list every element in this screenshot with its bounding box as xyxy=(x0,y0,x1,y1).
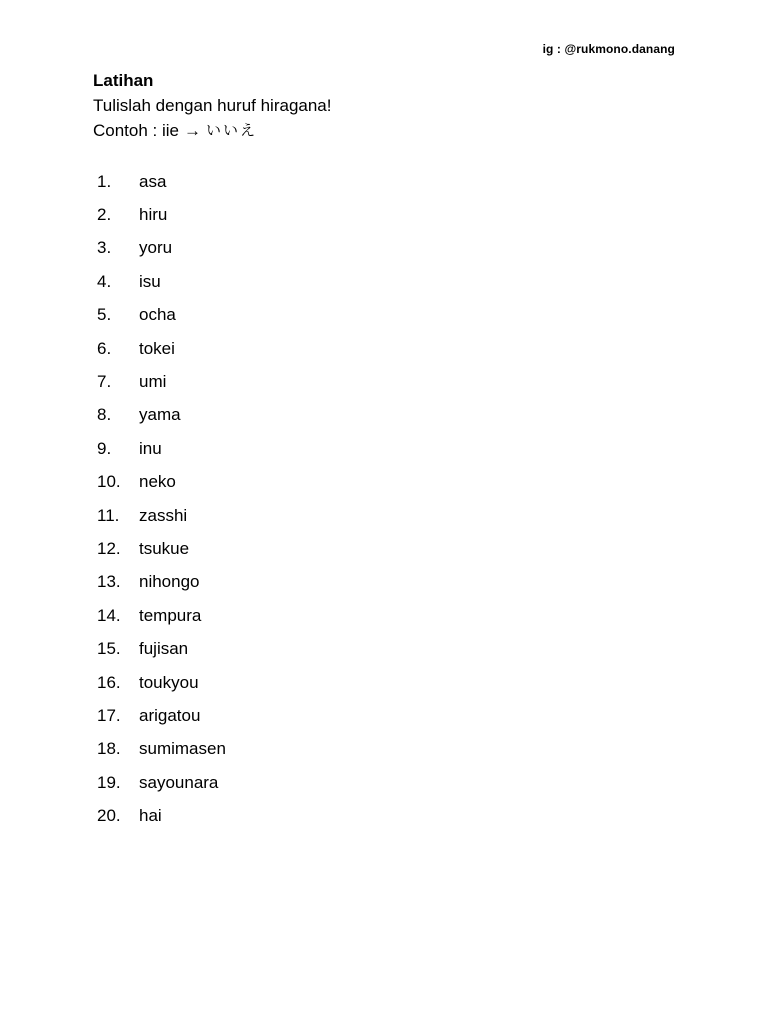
item-number: 19. xyxy=(97,772,121,792)
example-row xyxy=(93,118,331,143)
item-number: 7. xyxy=(97,372,112,392)
item-number: 17. xyxy=(97,705,121,725)
item-number: 11. xyxy=(97,505,120,525)
item-word: tempura xyxy=(139,605,202,625)
list-item xyxy=(97,599,226,632)
item-number: 4. xyxy=(97,271,112,291)
exercise-list xyxy=(97,165,226,833)
item-word: neko xyxy=(139,472,176,492)
list-item xyxy=(97,499,226,532)
item-word: fujisan xyxy=(139,639,189,659)
list-item xyxy=(97,632,226,665)
list-item xyxy=(97,766,226,799)
list-item xyxy=(97,165,226,198)
example-label: Contoh : iie xyxy=(93,121,179,140)
item-number: 9. xyxy=(97,438,112,458)
list-item xyxy=(97,332,226,365)
list-item xyxy=(97,666,226,699)
item-word: toukyou xyxy=(139,672,199,692)
item-number: 10. xyxy=(97,472,121,492)
item-word: tokei xyxy=(139,338,175,358)
item-word: sayounara xyxy=(139,772,219,792)
item-word: isu xyxy=(139,271,161,291)
list-item xyxy=(97,566,226,599)
item-word: inu xyxy=(139,438,162,458)
item-number: 2. xyxy=(97,205,112,225)
page-title: Latihan xyxy=(93,71,154,90)
exercise-header xyxy=(93,68,331,143)
example-answer: いいえ xyxy=(206,121,258,139)
item-number: 1. xyxy=(97,171,112,191)
item-number: 3. xyxy=(97,238,112,258)
item-word: asa xyxy=(139,171,167,191)
item-word: hiru xyxy=(139,205,168,225)
item-word: yoru xyxy=(139,238,173,258)
item-number: 12. xyxy=(97,538,121,558)
item-word: ocha xyxy=(139,305,176,325)
item-word: nihongo xyxy=(139,572,200,592)
instagram-handle: ig : @rukmono.danang xyxy=(542,42,675,56)
list-item xyxy=(97,733,226,766)
item-number: 5. xyxy=(97,305,112,325)
list-item xyxy=(97,699,226,732)
item-number: 6. xyxy=(97,338,112,358)
list-item xyxy=(97,399,226,432)
item-word: yama xyxy=(139,405,181,425)
item-word: tsukue xyxy=(139,538,190,558)
item-number: 8. xyxy=(97,405,112,425)
item-number: 14. xyxy=(97,605,121,625)
list-item xyxy=(97,198,226,231)
list-item xyxy=(97,365,226,398)
list-item xyxy=(97,532,226,565)
list-item xyxy=(97,265,226,298)
list-item xyxy=(97,232,226,265)
item-number: 16. xyxy=(97,672,121,692)
list-item xyxy=(97,299,226,332)
item-word: umi xyxy=(139,372,167,392)
list-item xyxy=(97,466,226,499)
item-word: sumimasen xyxy=(139,739,226,759)
right-arrow-icon: → xyxy=(184,121,201,140)
instruction-text: Tulislah dengan huruf hiragana! xyxy=(93,96,332,115)
item-number: 15. xyxy=(97,639,121,659)
item-number: 13. xyxy=(97,572,121,592)
list-item xyxy=(97,432,226,465)
list-item xyxy=(97,799,226,832)
item-number: 20. xyxy=(97,806,121,826)
item-word: zasshi xyxy=(139,505,188,525)
item-number: 18. xyxy=(97,739,121,759)
item-word: hai xyxy=(139,806,162,826)
item-word: arigatou xyxy=(139,705,201,725)
